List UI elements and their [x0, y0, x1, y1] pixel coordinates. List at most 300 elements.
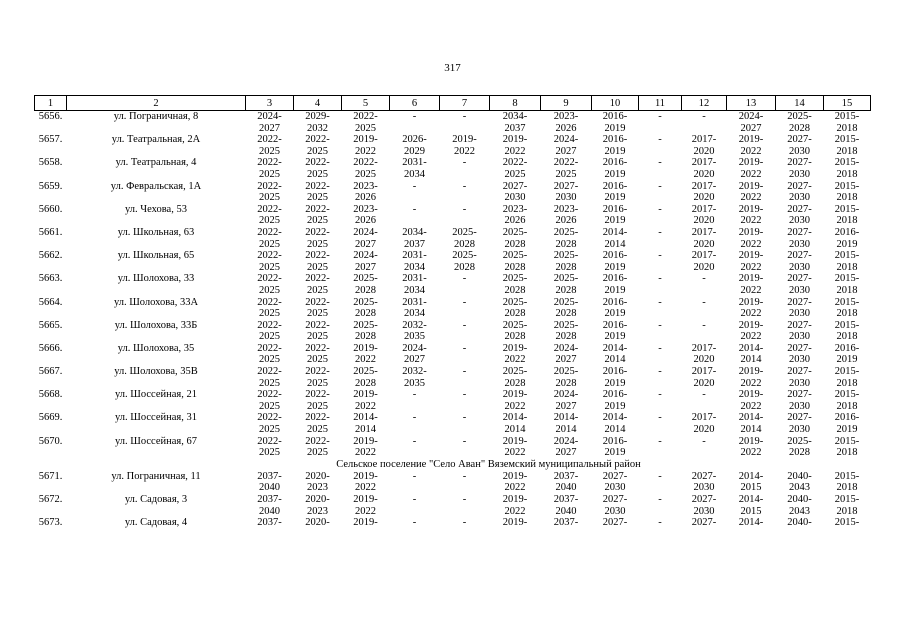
page-number: 317 [444, 62, 461, 74]
period-cell-col-3: 2022- 2025 [257, 203, 282, 227]
period-cell-col-11: - [658, 180, 662, 192]
address-cell: ул. Театральная, 2А [111, 134, 201, 146]
period-cell-col-12: 2027- [691, 517, 717, 529]
period-cell-col-4: 2020- 2023 [305, 494, 330, 517]
period-cell-col-12: 2017- 2020 [691, 226, 717, 250]
period-cell-col-6: - [412, 111, 417, 122]
period-cell-col-12: - [702, 273, 706, 285]
period-cell-col-11: - [658, 342, 662, 354]
period-cell-col-13: 2019- 2022 [738, 389, 764, 412]
period-cell-col-15: 2016- 2019 [834, 226, 860, 250]
period-cell-col-4: 2022- 2025 [305, 296, 330, 320]
period-cell-col-11: - [658, 226, 662, 238]
period-cell-col-11: - [658, 470, 662, 482]
row-number: 5656. [38, 111, 63, 122]
period-cell-col-13: 2019- 2022 [738, 203, 764, 227]
period-cell-col-11: - [658, 412, 662, 424]
period-cell-col-11: - [658, 134, 662, 146]
period-cell-col-9: 2023- 2026 [553, 203, 579, 227]
section-row [35, 459, 871, 471]
period-cell-col-14: 2027- 2030 [787, 412, 812, 436]
period-cell-col-7: 2025- 2028 [452, 250, 477, 273]
period-cell-col-11: - [658, 389, 662, 401]
period-cell-col-4: 2022- 2025 [305, 226, 330, 250]
table-row [35, 134, 871, 157]
period-cell-col-10: 2027- [602, 517, 628, 529]
period-cell-col-15: 2015- 2018 [834, 273, 860, 296]
address-cell: ул. Чехова, 53 [125, 203, 187, 215]
period-cell-col-8: 2019- [502, 517, 528, 529]
period-cell-col-14: 2027- 2030 [787, 180, 812, 204]
period-cell-col-12: 2017- 2020 [691, 180, 717, 204]
period-cell-col-6: - [412, 435, 417, 447]
address-cell: ул. Шолохова, 33А [113, 296, 199, 308]
period-cell-col-12: - [702, 319, 706, 331]
address-cell: ул. Февральская, 1А [110, 180, 202, 192]
period-cell-col-9: 2022- 2025 [553, 157, 579, 180]
table-body-part1 [35, 111, 871, 459]
period-cell-col-3: 2022- 2025 [257, 319, 282, 343]
period-cell-col-13: 2019- 2022 [738, 435, 764, 459]
period-cell-col-11: - [658, 517, 662, 529]
row-number: 5668. [38, 389, 63, 401]
period-cell-col-9: 2023- 2026 [553, 111, 579, 134]
period-cell-col-11: - [658, 111, 662, 122]
period-cell-col-7: - [462, 389, 467, 401]
period-cell-col-10: 2016- 2019 [602, 180, 628, 204]
period-cell-col-8: 2019- 2022 [502, 435, 528, 459]
period-cell-col-14: 2025- 2028 [787, 111, 812, 134]
table-row [35, 273, 871, 296]
period-cell-col-14: 2025- 2028 [787, 435, 812, 459]
period-cell-col-6: 2031- 2034 [402, 273, 427, 296]
period-cell-col-4: 2022- 2025 [305, 134, 330, 157]
period-cell-col-14: 2027- 2030 [787, 273, 812, 296]
period-cell-col-11: - [658, 296, 662, 308]
column-header-1: 1 [35, 96, 67, 111]
address-cell: ул. Школьная, 63 [117, 226, 195, 238]
period-cell-col-8: 2025- 2028 [502, 250, 528, 273]
table-row [35, 250, 871, 273]
period-cell-col-6: 2031- 2034 [402, 157, 427, 180]
period-cell-col-12: - [702, 435, 706, 447]
address-cell: ул. Шолохова, 33 [117, 273, 195, 285]
period-cell-col-6: 2026- 2029 [402, 134, 427, 157]
period-cell-col-3: 2022- 2025 [257, 296, 282, 320]
period-cell-col-5: 2025- 2028 [353, 319, 378, 343]
period-cell-col-10: 2016- 2019 [602, 250, 628, 273]
column-header-4: 4 [294, 96, 342, 111]
period-cell-col-7: - [462, 157, 467, 169]
period-cell-col-3: 2022- 2025 [257, 226, 282, 250]
period-cell-col-8: 2019- 2022 [502, 342, 528, 366]
period-cell-col-5: 2022- 2025 [353, 157, 378, 180]
period-cell-col-6: - [412, 180, 417, 192]
address-cell: ул. Школьная, 65 [117, 250, 195, 262]
period-cell-col-10: 2016- 2019 [602, 157, 628, 180]
row-number: 5665. [38, 319, 63, 331]
period-cell-col-13: 2019- 2022 [738, 157, 764, 180]
period-cell-col-7: - [462, 517, 467, 529]
row-number: 5671. [38, 470, 63, 482]
period-cell-col-6: 2031- 2034 [402, 296, 427, 320]
period-cell-col-12: 2017- 2020 [691, 157, 717, 180]
address-cell: ул. Театральная, 4 [115, 157, 197, 169]
period-cell-col-4: 2022- 2025 [305, 389, 330, 412]
period-cell-col-14: 2027- 2030 [787, 342, 812, 366]
period-cell-col-3: 2022- 2025 [257, 342, 282, 366]
row-number: 5667. [38, 366, 63, 378]
period-cell-col-5: 2024- 2027 [353, 250, 378, 273]
period-cell-col-5: 2019- 2022 [353, 470, 378, 494]
period-cell-col-9: 2037- 2040 [553, 470, 579, 494]
period-cell-col-9: 2025- 2028 [553, 296, 579, 320]
column-header-7: 7 [440, 96, 490, 111]
period-cell-col-13: 2014- 2014 [738, 412, 764, 436]
address-cell: ул. Шолохова, 33Б [114, 319, 198, 331]
period-cell-col-3: 2022- 2025 [257, 366, 282, 389]
period-cell-col-12: 2017- 2020 [691, 250, 717, 273]
table-row [35, 412, 871, 435]
period-cell-col-4: 2022- 2025 [305, 366, 330, 389]
period-cell-col-8: 2025- 2028 [502, 366, 528, 389]
period-cell-col-8: 2023- 2026 [502, 203, 528, 227]
period-cell-col-6: - [412, 203, 417, 215]
address-cell: ул. Шолохова, 35В [114, 366, 198, 378]
period-cell-col-14: 2040- 2043 [787, 494, 812, 517]
column-header-12: 12 [682, 96, 727, 111]
period-cell-col-9: 2037- [553, 517, 579, 529]
period-cell-col-4: 2020- 2023 [305, 470, 330, 494]
period-cell-col-11: - [658, 273, 662, 285]
period-cell-col-4: 2022- 2025 [305, 435, 330, 459]
period-cell-col-10: 2016- 2019 [602, 296, 628, 320]
period-cell-col-8: 2014- 2014 [502, 412, 528, 436]
period-cell-col-4: 2022- 2025 [305, 203, 330, 227]
period-cell-col-4: 2022- 2025 [305, 273, 330, 296]
period-cell-col-6: 2024- 2027 [402, 342, 427, 366]
period-cell-col-4: 2022- 2025 [305, 157, 330, 180]
period-cell-col-15: 2015- 2018 [834, 319, 860, 343]
row-number: 5663. [38, 273, 63, 285]
period-cell-col-5: 2019- 2022 [353, 134, 378, 157]
address-cell: ул. Шоссейная, 31 [115, 412, 197, 424]
period-cell-col-11: - [658, 366, 662, 378]
period-cell-col-14: 2027- 2030 [787, 296, 812, 320]
period-cell-col-15: 2015- [834, 517, 860, 529]
period-cell-col-6: - [412, 470, 417, 482]
period-cell-col-3: 2022- 2025 [257, 250, 282, 273]
address-cell: ул. Шоссейная, 21 [115, 389, 197, 401]
period-cell-col-12: 2017- 2020 [691, 366, 717, 389]
period-cell-col-3: 2022- 2025 [257, 157, 282, 180]
period-cell-col-5: 2014- 2014 [353, 412, 378, 436]
period-cell-col-13: 2019- 2022 [738, 134, 764, 157]
period-cell-col-7: - [462, 111, 467, 122]
row-number: 5661. [38, 226, 63, 238]
period-cell-col-6: 2032- 2035 [402, 366, 427, 389]
period-cell-col-12: 2027- 2030 [691, 494, 717, 517]
row-number: 5672. [38, 494, 63, 505]
period-cell-col-9: 2024- 2027 [553, 389, 579, 412]
period-cell-col-4: 2022- 2025 [305, 319, 330, 343]
row-number: 5659. [38, 180, 63, 192]
period-cell-col-6: - [412, 517, 417, 529]
period-cell-col-10: 2014- 2014 [602, 342, 628, 366]
period-cell-col-15: 2016- 2019 [834, 342, 860, 366]
period-cell-col-13: 2024- 2027 [738, 111, 764, 134]
column-header-5: 5 [342, 96, 390, 111]
header-row [35, 96, 871, 111]
row-number: 5670. [38, 435, 63, 447]
column-header-14: 14 [776, 96, 824, 111]
period-cell-col-9: 2024- 2027 [553, 435, 579, 459]
period-cell-col-10: 2016- 2019 [602, 319, 628, 343]
address-cell: ул. Шолохова, 35 [117, 342, 195, 354]
period-cell-col-13: 2014- [738, 517, 764, 529]
period-cell-col-11: - [658, 435, 662, 447]
period-cell-col-14: 2027- 2030 [787, 226, 812, 250]
period-cell-col-10: 2016- 2019 [602, 134, 628, 157]
period-cell-col-10: 2016- 2019 [602, 366, 628, 389]
period-cell-col-10: 2027- 2030 [602, 470, 628, 494]
period-cell-col-5: 2019- [353, 517, 378, 529]
period-cell-col-10: 2016- 2019 [602, 111, 628, 134]
period-cell-col-7: - [462, 342, 467, 354]
period-cell-col-15: 2015- 2018 [834, 111, 860, 134]
table-row [35, 320, 871, 343]
period-cell-col-7: 2025- 2028 [452, 226, 477, 250]
address-cell: ул. Садовая, 4 [124, 517, 188, 529]
period-cell-col-7: - [462, 470, 467, 482]
period-cell-col-3: 2022- 2025 [257, 273, 282, 296]
period-cell-col-4: 2020- [305, 517, 330, 529]
period-cell-col-15: 2015- 2018 [834, 250, 860, 273]
period-cell-col-10: 2016- 2019 [602, 435, 628, 459]
period-cell-col-13: 2014- 2015 [738, 494, 764, 517]
row-number: 5669. [38, 412, 63, 424]
period-cell-col-3: 2022- 2025 [257, 435, 282, 459]
table-row [35, 111, 871, 135]
period-cell-col-14: 2027- 2030 [787, 366, 812, 389]
data-table [34, 95, 871, 529]
period-cell-col-10: 2014- 2014 [602, 412, 628, 436]
period-cell-col-5: 2025- 2028 [353, 296, 378, 320]
period-cell-col-8: 2019- 2022 [502, 134, 528, 157]
period-cell-col-7: - [462, 435, 467, 447]
period-cell-col-8: 2022- 2025 [502, 157, 528, 180]
period-cell-col-12: - [702, 111, 706, 122]
period-cell-col-10: 2027- 2030 [602, 494, 628, 517]
period-cell-col-15: 2015- 2018 [834, 157, 860, 180]
period-cell-col-6: - [412, 494, 417, 505]
period-cell-col-13: 2019- 2022 [738, 319, 764, 343]
period-cell-col-7: - [462, 203, 467, 215]
period-cell-col-15: 2015- 2018 [834, 134, 860, 157]
column-header-15: 15 [824, 96, 871, 111]
period-cell-col-3: 2037- 2040 [257, 470, 282, 494]
period-cell-col-8: 2025- 2028 [502, 296, 528, 320]
period-cell-col-13: 2019- 2022 [738, 366, 764, 389]
period-cell-col-14: 2027- 2030 [787, 157, 812, 180]
section-block [35, 459, 871, 471]
table-row [35, 181, 871, 204]
period-cell-col-14: 2027- 2030 [787, 203, 812, 227]
period-cell-col-9: 2014- 2014 [553, 412, 579, 436]
period-cell-col-7: - [462, 412, 467, 424]
period-cell-col-10: 2016- 2019 [602, 273, 628, 296]
period-cell-col-4: 2029- 2032 [305, 111, 330, 134]
row-number: 5664. [38, 296, 63, 308]
period-cell-col-15: 2015- 2018 [834, 470, 860, 494]
period-cell-col-15: 2015- 2018 [834, 296, 860, 320]
period-cell-col-15: 2015- 2018 [834, 494, 860, 517]
period-cell-col-15: 2016- 2019 [834, 412, 860, 436]
period-cell-col-13: 2019- 2022 [738, 226, 764, 250]
table-body-part2 [35, 471, 871, 529]
period-cell-col-4: 2022- 2025 [305, 342, 330, 366]
column-header-2: 2 [67, 96, 246, 111]
row-number: 5657. [38, 134, 63, 146]
row-number: 5666. [38, 342, 63, 354]
address-cell: ул. Пограничная, 11 [111, 470, 201, 482]
table-row [35, 227, 871, 250]
column-header-6: 6 [390, 96, 440, 111]
period-cell-col-13: 2019- 2022 [738, 296, 764, 320]
period-cell-col-12: - [702, 296, 706, 308]
table-row [35, 297, 871, 320]
period-cell-col-3: 2024- 2027 [257, 111, 282, 134]
period-cell-col-10: 2016- 2019 [602, 389, 628, 412]
period-cell-col-3: 2037- 2040 [257, 494, 282, 517]
row-number: 5662. [38, 250, 63, 262]
period-cell-col-6: - [412, 412, 417, 424]
column-header-10: 10 [592, 96, 639, 111]
period-cell-col-5: 2022- 2025 [353, 111, 378, 134]
period-cell-col-14: 2040- [787, 517, 812, 529]
period-cell-col-5: 2019- 2022 [353, 342, 378, 366]
table-row [35, 471, 871, 494]
period-cell-col-5: 2019- 2022 [353, 435, 378, 459]
period-cell-col-11: - [658, 157, 662, 169]
period-cell-col-12: 2017- 2020 [691, 203, 717, 227]
table-row [35, 204, 871, 227]
table-row [35, 157, 871, 180]
period-cell-col-14: 2027- 2030 [787, 319, 812, 343]
period-cell-col-9: 2025- 2028 [553, 226, 579, 250]
period-cell-col-15: 2015- 2018 [834, 435, 860, 459]
column-header-3: 3 [246, 96, 294, 111]
table-row [35, 436, 871, 459]
period-cell-col-3: 2022- 2025 [257, 412, 282, 436]
period-cell-col-8: 2019- 2022 [502, 470, 528, 494]
period-cell-col-9: 2027- 2030 [553, 180, 579, 204]
period-cell-col-7: - [462, 366, 467, 378]
period-cell-col-15: 2015- 2018 [834, 389, 860, 412]
period-cell-col-7: - [462, 273, 467, 285]
table-row [35, 494, 871, 517]
period-cell-col-6: - [412, 389, 417, 401]
period-cell-col-9: 2037- 2040 [553, 494, 579, 517]
period-cell-col-12: - [702, 389, 706, 401]
period-cell-col-3: 2022- 2025 [257, 134, 282, 157]
column-header-8: 8 [490, 96, 541, 111]
period-cell-col-5: 2019- 2022 [353, 494, 378, 517]
period-cell-col-13: 2014- 2014 [738, 342, 764, 366]
period-cell-col-7: - [462, 296, 467, 308]
period-cell-col-8: 2025- 2028 [502, 319, 528, 343]
period-cell-col-9: 2025- 2028 [553, 319, 579, 343]
period-cell-col-6: 2034- 2037 [402, 226, 427, 250]
period-cell-col-15: 2015- 2018 [834, 203, 860, 227]
period-cell-col-9: 2025- 2028 [553, 250, 579, 273]
period-cell-col-4: 2022- 2025 [305, 250, 330, 273]
period-cell-col-13: 2019- 2022 [738, 180, 764, 204]
period-cell-col-11: - [658, 319, 662, 331]
period-cell-col-8: 2027- 2030 [502, 180, 528, 204]
period-cell-col-10: 2016- 2019 [602, 203, 628, 227]
period-cell-col-8: 2025- 2028 [502, 226, 528, 250]
period-cell-col-13: 2019- 2022 [738, 273, 764, 296]
period-cell-col-7: - [462, 494, 467, 505]
row-number: 5673. [38, 517, 63, 529]
period-cell-col-3: 2022- 2025 [257, 389, 282, 412]
period-cell-col-9: 2025- 2028 [553, 273, 579, 296]
period-cell-col-5: 2023- 2026 [353, 203, 378, 227]
period-cell-col-14: 2040- 2043 [787, 470, 812, 494]
period-cell-col-13: 2014- 2015 [738, 470, 764, 494]
period-cell-col-14: 2027- 2030 [787, 250, 812, 273]
period-cell-col-12: 2017- 2020 [691, 342, 717, 366]
period-cell-col-11: - [658, 494, 662, 505]
period-cell-col-5: 2025- 2028 [353, 366, 378, 389]
period-cell-col-8: 2019- 2022 [502, 494, 528, 517]
period-cell-col-9: 2024- 2027 [553, 134, 579, 157]
table-row [35, 343, 871, 366]
period-cell-col-11: - [658, 250, 662, 262]
period-cell-col-3: 2037- [257, 517, 282, 529]
period-cell-col-3: 2022- 2025 [257, 180, 282, 204]
table-row [35, 389, 871, 412]
period-cell-col-6: 2032- 2035 [402, 319, 427, 343]
period-cell-col-5: 2019- 2022 [353, 389, 378, 412]
period-cell-col-7: - [462, 319, 467, 331]
period-cell-col-9: 2024- 2027 [553, 342, 579, 366]
row-number: 5658. [38, 157, 63, 169]
period-cell-col-14: 2027- 2030 [787, 134, 812, 157]
table-row [35, 366, 871, 389]
period-cell-col-8: 2019- 2022 [502, 389, 528, 412]
period-cell-col-7: 2019- 2022 [452, 134, 477, 157]
period-cell-col-4: 2022- 2025 [305, 412, 330, 436]
period-cell-col-6: 2031- 2034 [402, 250, 427, 273]
period-cell-col-14: 2027- 2030 [787, 389, 812, 412]
column-header-11: 11 [639, 96, 682, 111]
table-row [35, 517, 871, 529]
column-header-9: 9 [541, 96, 592, 111]
address-cell: ул. Шоссейная, 67 [115, 435, 197, 447]
column-header-13: 13 [727, 96, 776, 111]
row-number: 5660. [38, 203, 63, 215]
period-cell-col-5: 2024- 2027 [353, 226, 378, 250]
period-cell-col-8: 2025- 2028 [502, 273, 528, 296]
period-cell-col-15: 2015- 2018 [834, 366, 860, 389]
period-cell-col-5: 2025- 2028 [353, 273, 378, 296]
period-cell-col-12: 2017- 2020 [691, 134, 717, 157]
address-cell: ул. Садовая, 3 [124, 494, 188, 505]
period-cell-col-11: - [658, 203, 662, 215]
period-cell-col-5: 2023- 2026 [353, 180, 378, 204]
